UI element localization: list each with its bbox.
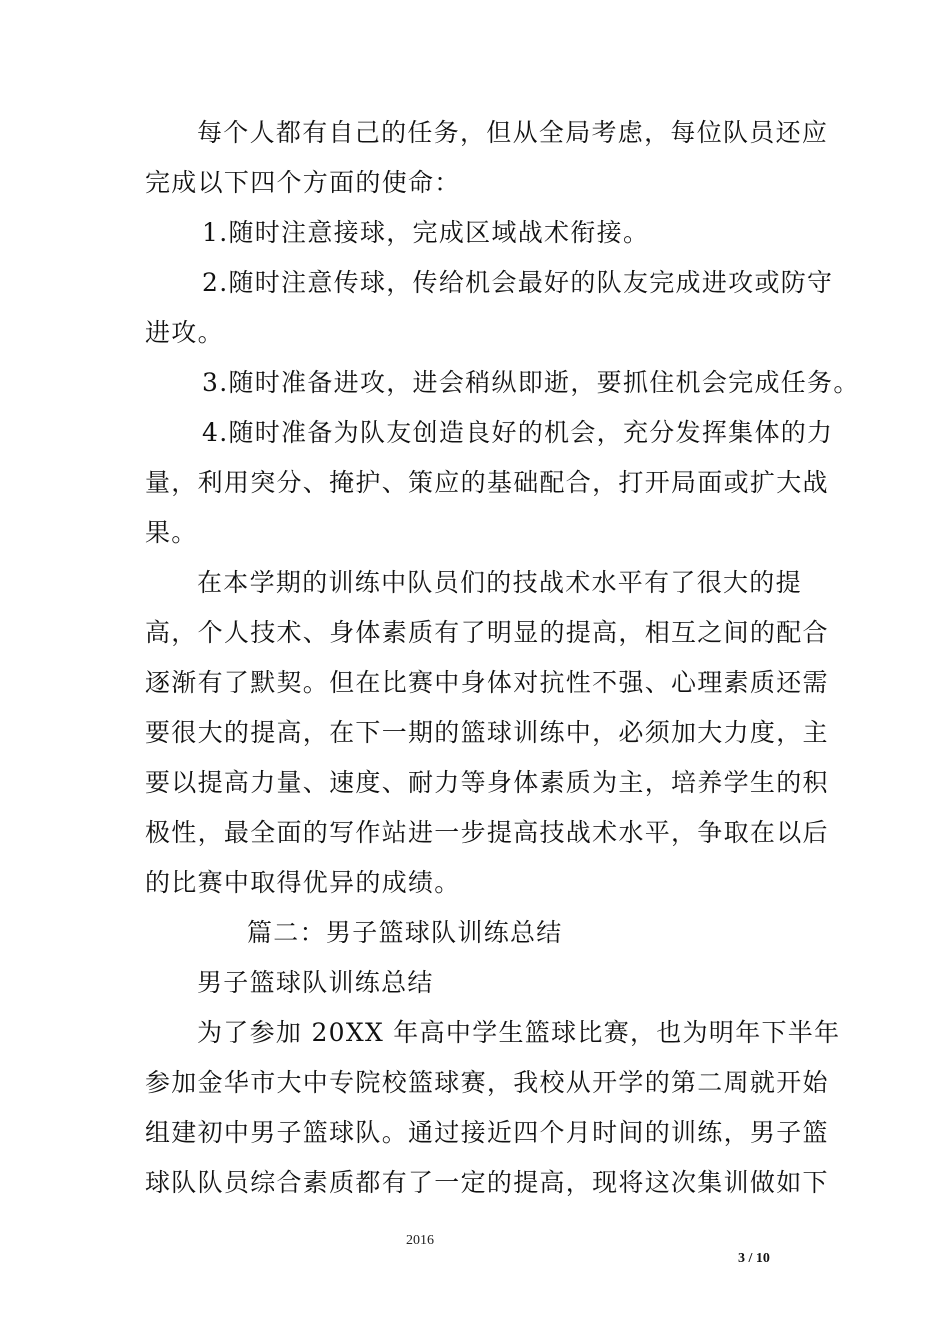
paragraph-line: 每个人都有自己的任务，但从全局考虑，每位队员还应 bbox=[197, 118, 829, 147]
paragraph-line: 进攻。 bbox=[145, 318, 224, 347]
paragraph-line: 参加金华市大中专院校篮球赛，我校从开学的第二周就开始 bbox=[145, 1068, 829, 1097]
section-subheading: 男子篮球队训练总结 bbox=[197, 968, 434, 997]
list-item-1: 1.随时注意接球，完成区域战术衔接。 bbox=[202, 218, 650, 247]
list-item-3: 3.随时准备进攻，进会稍纵即逝，要抓住机会完成任务。 bbox=[202, 368, 860, 397]
paragraph-line: 极性，最全面的写作站进一步提高技战术水平，争取在以后 bbox=[145, 818, 829, 847]
page-number: 3 / 10 bbox=[738, 1251, 770, 1266]
paragraph-line: 量，利用突分、掩护、策应的基础配合，打开局面或扩大战 bbox=[145, 468, 829, 497]
paragraph-line: 完成以下四个方面的使命： bbox=[145, 168, 461, 197]
section-heading: 篇二：男子篮球队训练总结 bbox=[247, 918, 563, 947]
paragraph-line: 组建初中男子篮球队。通过接近四个月时间的训练，男子篮 bbox=[145, 1118, 829, 1147]
list-item-4: 4.随时准备为队友创造良好的机会，充分发挥集体的力 bbox=[202, 418, 834, 447]
paragraph-line: 逐渐有了默契。但在比赛中身体对抗性不强、心理素质还需 bbox=[145, 668, 829, 697]
paragraph-line: 为了参加 20XX 年高中学生篮球比赛，也为明年下半年 bbox=[197, 1018, 841, 1047]
paragraph-line: 在本学期的训练中队员们的技战术水平有了很大的提 bbox=[197, 568, 802, 597]
paragraph-line: 果。 bbox=[145, 518, 198, 547]
footer-year: 2016 bbox=[406, 1233, 434, 1248]
paragraph-line: 球队队员综合素质都有了一定的提高，现将这次集训做如下 bbox=[145, 1168, 829, 1197]
paragraph-line: 高，个人技术、身体素质有了明显的提高，相互之间的配合 bbox=[145, 618, 829, 647]
paragraph-line: 要很大的提高，在下一期的篮球训练中，必须加大力度，主 bbox=[145, 718, 829, 747]
paragraph-line: 要以提高力量、速度、耐力等身体素质为主，培养学生的积 bbox=[145, 768, 829, 797]
list-item-2: 2.随时注意传球，传给机会最好的队友完成进攻或防守 bbox=[202, 268, 834, 297]
paragraph-line: 的比赛中取得优异的成绩。 bbox=[145, 868, 461, 897]
